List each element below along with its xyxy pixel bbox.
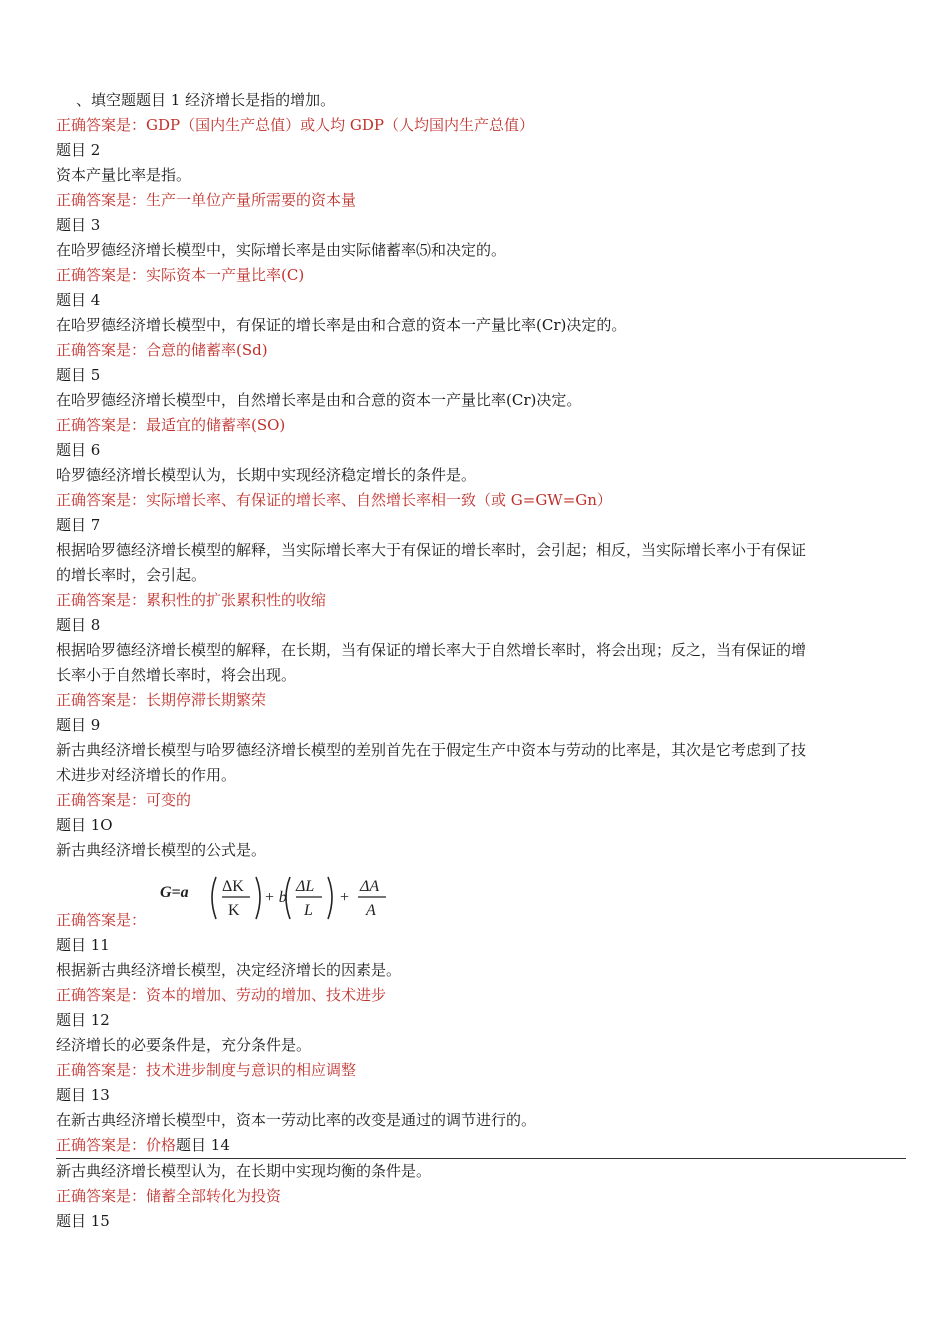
question-line: 题目 1O xyxy=(56,816,113,834)
question-line: 题目 9 xyxy=(56,716,101,734)
question-line: 哈罗德经济增长模型认为，长期中实现经济稳定增长的条件是。 xyxy=(56,466,477,484)
question-line: 题目 5 xyxy=(56,366,101,384)
formula-term2-den: L xyxy=(304,902,313,919)
answer-line: 正确答案是：技术进步制度与意识的相应调整 xyxy=(56,1061,357,1079)
question-line: 题目 13 xyxy=(56,1086,110,1104)
answer-line: 正确答案是：合意的储蓄率(Sd) xyxy=(56,341,268,359)
question-line: 题目 2 xyxy=(56,141,101,159)
question-line: 在哈罗德经济增长模型中，有保证的增长率是由和合意的资本一产量比率(Cr)决定的。 xyxy=(56,316,627,334)
answer-line: 正确答案是：生产一单位产量所需要的资本量 xyxy=(56,191,357,209)
question-line: 新古典经济增长模型与哈罗德经济增长模型的差别首先在于假定生产中资本与劳动的比率是，其次是它考虑到了技 xyxy=(56,741,807,759)
question-line: 术进步对经济增长的作用。 xyxy=(56,766,237,784)
question-line: 题目 3 xyxy=(56,216,101,234)
question-line: 根据哈罗德经济增长模型的解释，当实际增长率大于有保证的增长率时，会引起；相反，当实际增长率小于有保证 xyxy=(56,541,807,559)
question-line: 在新古典经济增长模型中，资本一劳动比率的改变是通过的调节进行的。 xyxy=(56,1111,537,1129)
question-line: 在哈罗德经济增长模型中，自然增长率是由和合意的资本一产量比率(Cr)决定。 xyxy=(56,391,582,409)
question-line: 新古典经济增长模型认为，在长期中实现均衡的条件是。 xyxy=(56,1162,432,1180)
question-line: 题目 12 xyxy=(56,1011,110,1029)
question-line: 题目 15 xyxy=(56,1212,110,1230)
document-body xyxy=(56,88,906,1234)
answer-line: 正确答案是：最适宜的储蓄率(SO) xyxy=(56,416,286,434)
question-line: 题目 4 xyxy=(56,291,101,309)
question-line: 题目 6 xyxy=(56,441,101,459)
answer-text: 正确答案是：价格 xyxy=(56,1136,177,1154)
formula-answer-row xyxy=(56,863,906,933)
question-line: 在哈罗德经济增长模型中，实际增长率是由实际储蓄率⑸和决定的。 xyxy=(56,241,507,259)
question-line: 根据哈罗德经济增长模型的解释，在长期，当有保证的增长率大于自然增长率时，将会出现；反之，当有保证的增 xyxy=(56,641,807,659)
question-line: 经济增长的必要条件是，充分条件是。 xyxy=(56,1036,312,1054)
question-line: 新古典经济增长模型的公式是。 xyxy=(56,841,267,859)
answer-line: 正确答案是：GDP（国内生产总值）或人均 GDP（人均国内生产总值） xyxy=(56,116,534,134)
formula-term1-num: ΔK xyxy=(222,878,244,895)
formula-term2-num: ΔL xyxy=(296,878,315,895)
growth-formula-image xyxy=(160,867,400,927)
answer-line: 正确答案是：储蓄全部转化为投资 xyxy=(56,1187,282,1205)
formula-term3-den: A xyxy=(366,902,376,919)
formula-term1-den: K xyxy=(228,902,240,919)
answer-line: 正确答案是：累积性的扩张累积性的收缩 xyxy=(56,591,327,609)
question-line: 题目 7 xyxy=(56,516,101,534)
formula-lhs: G=a xyxy=(160,884,189,901)
question-line: 的增长率时，会引起。 xyxy=(56,566,207,584)
question-line: 根据新古典经济增长模型，决定经济增长的因素是。 xyxy=(56,961,402,979)
answer-line: 正确答案是：可变的 xyxy=(56,791,192,809)
formula-b: + b xyxy=(264,889,287,906)
question-number: 题目 14 xyxy=(176,1136,230,1154)
answer-line: 正确答案是：长期停滞长期繁荣 xyxy=(56,691,267,709)
answer-line: 正确答案是：实际资本一产量比率(C) xyxy=(56,266,305,284)
question-line: 资本产量比率是指。 xyxy=(56,166,192,184)
answer-line: 正确答案是：实际增长率、有保证的增长率、自然增长率相一致（或 G=GW=Gn） xyxy=(56,491,612,509)
formula-plus: + xyxy=(340,889,350,906)
question-line: 长率小于自然增长率时，将会出现。 xyxy=(56,666,297,684)
question-line: 题目 8 xyxy=(56,616,101,634)
formula-term3-num: ΔA xyxy=(360,878,380,895)
question-line: 、填空题题目 1 经济增长是指的增加。 xyxy=(76,91,336,109)
question-line: 题目 11 xyxy=(56,936,110,954)
answer-text: 正确答案是： xyxy=(56,911,147,929)
answer-line-with-rule xyxy=(56,1133,906,1159)
answer-line: 正确答案是：资本的增加、劳动的增加、技术进步 xyxy=(56,986,387,1004)
